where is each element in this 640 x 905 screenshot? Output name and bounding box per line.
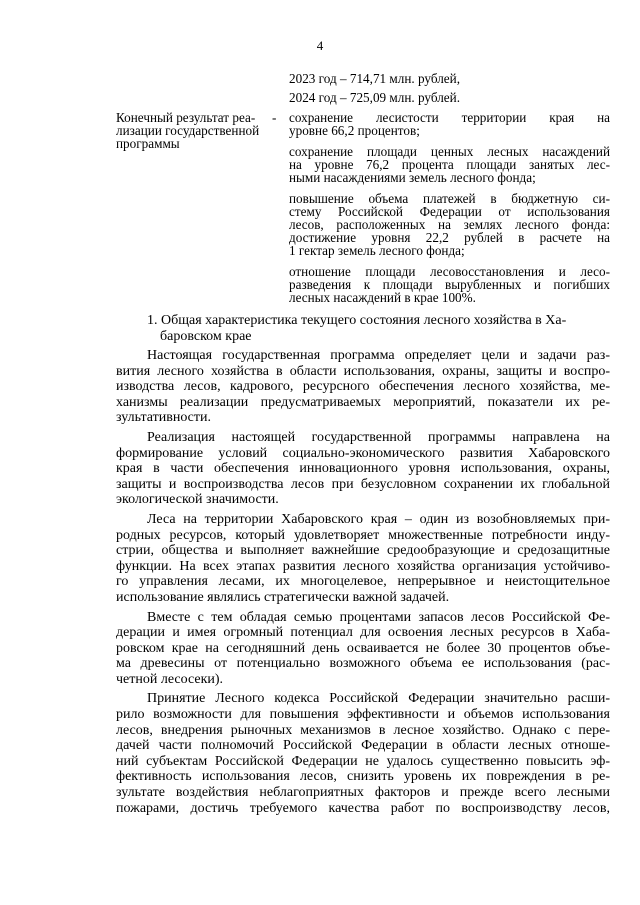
text-line: Леса на территории Хабаровского края – один из возобновляемых при- xyxy=(147,511,610,527)
text-line: разведения к площади вырубленных и погибших xyxy=(289,277,610,292)
paragraph xyxy=(116,691,610,816)
paragraph xyxy=(116,512,610,606)
text-line: на уровне 76,2 процента площади занятых лес- xyxy=(289,157,610,172)
text-line: дерации и имея огромный потенциал для освоения лесных ресурсов в Хаба- xyxy=(116,625,610,641)
text-line: фективность использования лесов, снизить уровень их повреждения в ре- xyxy=(116,769,610,785)
text-line: достижение уровня 22,2 рублей в расчете на xyxy=(289,230,610,245)
body-text xyxy=(116,348,610,816)
text-line: 1 гектар земель лесного фонда; xyxy=(289,243,465,258)
result-item-forest-cover xyxy=(289,111,610,137)
text-line: сохранение лесистости территории края на xyxy=(289,110,610,125)
text-line: отношение площади лесовосстановления и лесо- xyxy=(289,264,610,279)
text-line: пожарами, достичь требуемого качества работ по воспроизводству лесов, xyxy=(116,800,610,816)
text-line: зультате воздействия неблагоприятных факторов и прежде всего лесными xyxy=(116,785,610,801)
text-line: формирование условий социально-экономического развития Хабаровского xyxy=(116,445,610,461)
result-label-line: лизации государственной xyxy=(116,123,260,138)
result-label xyxy=(116,111,266,150)
paragraph xyxy=(116,430,610,508)
text-line: уровне 66,2 процентов; xyxy=(289,123,420,138)
page-number: 4 xyxy=(316,38,324,53)
section-heading-line: 1. Общая характеристика текущего состояния лесного хозяйства в Ха- xyxy=(147,313,567,328)
text-line: лесных насаждений в крае 100%. xyxy=(289,290,476,305)
text-line: ными насаждениями земель лесного фонда; xyxy=(289,170,536,185)
text-line: лесов, внедрения рыночных механизмов в лесное хозяйство. Однако с пере- xyxy=(116,722,610,738)
budget-line-2023: 2023 год – 714,71 млн. рублей, xyxy=(289,71,461,86)
text-line: Вместе с тем обладая семью процентами запасов лесов Российской Фе- xyxy=(147,609,610,625)
text-line: ма древесины от потенциально возможного объема ее использования (рас- xyxy=(116,656,610,672)
section-heading-line: баровском крае xyxy=(160,329,252,344)
text-line: стему Российской Федерации от использования xyxy=(289,204,610,219)
result-item-reforestation xyxy=(289,265,610,304)
text-line: защиты и воспроизводства лесов при безусловном сохранении их глобальной xyxy=(116,476,610,492)
text-line: лесов, расположенных на землях лесного фонда: xyxy=(289,217,610,232)
text-line: ханизмы реализации предусматриваемых мероприятий, показатели их ре- xyxy=(116,394,610,410)
text-line: использование являлись стратегически важной задачей. xyxy=(116,589,450,605)
budget-line-2024: 2024 год – 725,09 млн. рублей. xyxy=(289,90,461,105)
paragraph xyxy=(116,348,610,426)
paragraph xyxy=(116,610,610,688)
text-line: зультативности. xyxy=(116,410,211,426)
text-line: ровском крае на сегодняшний день осваивается не более 30 процентов объе- xyxy=(116,640,610,656)
text-line: края в части обеспечения инновационного уровня использования, охраны, xyxy=(116,461,610,477)
text-line: изводства лесов, кадрового, ресурсного обеспечения лесного хозяйства, ме- xyxy=(116,379,610,395)
text-line: Принятие Лесного кодекса Российской Федерации значительно расши- xyxy=(147,691,610,707)
text-line: вития лесного хозяйства в области использования, охраны, защиты и воспро- xyxy=(116,363,610,379)
text-line: Реализация настоящей государственной программы направлена на xyxy=(147,429,610,445)
text-line: функции. На всех этапах развития лесного хозяйства организация устойчиво- xyxy=(116,558,610,574)
section-heading xyxy=(147,313,610,345)
text-line: экологической значимости. xyxy=(116,492,279,508)
result-label-line: программы xyxy=(116,136,180,151)
result-item-payments xyxy=(289,192,610,257)
text-line: рило возможности для повышения эффективности и объемов использования xyxy=(116,707,610,723)
text-line: го управления лесами, их многоцелевое, непрерывное и неистощительное xyxy=(116,574,610,590)
result-items xyxy=(289,111,610,312)
result-label-line: Конечный результат реа- xyxy=(116,110,256,125)
text-line: повышение объема платежей в бюджетную си- xyxy=(289,191,610,206)
text-line: четной лесосеки). xyxy=(116,671,224,687)
text-line: Настоящая государственная программа определяет цели и задачи раз- xyxy=(147,348,610,363)
text-line: сохранение площади ценных лесных насаждений xyxy=(289,144,610,159)
text-line: дачей части полномочий Российской Федерации в области лесных отноше- xyxy=(116,738,610,754)
result-item-valuable-stands xyxy=(289,145,610,184)
text-line: стрии, общества и выполняет важнейшие средообразующие и средозащитные xyxy=(116,543,610,559)
text-line: родных ресурсов, который удовлетворяет множественные потребности инду- xyxy=(116,527,610,543)
result-dash: - xyxy=(272,110,277,125)
text-line: ний субъектам Российской Федерации не удалось существенно повысить эф- xyxy=(116,753,610,769)
